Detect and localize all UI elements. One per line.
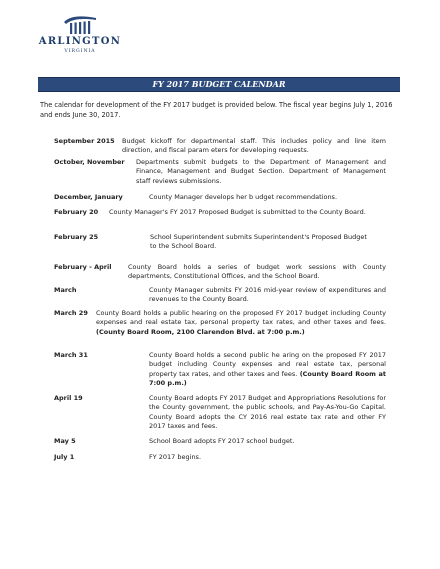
logo-subtitle: VIRGINIA <box>64 49 96 54</box>
entry-date: September 2015 <box>54 137 115 145</box>
entry-date: February 25 <box>54 233 99 241</box>
arlington-logo <box>38 14 122 64</box>
entry-text: Departments submit budgets to the Department of Management and Finance, Management and Budget Section. Department of Management staff reviews submissions. <box>136 158 386 185</box>
entry-text: School Board adopts FY 2017 school budget. <box>149 437 295 445</box>
entry-text: Budget kickoff for departmental staff. This includes policy and line item direction, and fiscal param eters for developing requests. <box>122 137 386 155</box>
entry-text: County Board holds a second public he aring on the proposed FY 2017 budget including County expenses and real estate tax, personal property tax rates, and other taxes and fees. (County Board Room at 7:00 p.m.) <box>149 351 386 388</box>
entry-location: (County Board Room, 2100 Clarendon Blvd. at 7:00 p.m.) <box>96 327 305 336</box>
entry-date: February 20 <box>54 208 99 216</box>
entry-date: March 29 <box>54 309 88 317</box>
entry-date: July 1 <box>54 453 75 461</box>
intro-paragraph: The calendar for development of the FY 2017 budget is provided below. The fiscal year begins July 1, 2016 and ends June 30, 2017. <box>40 101 393 119</box>
logo-name: ARLINGTON <box>38 36 122 47</box>
entry-date: May 5 <box>54 437 76 445</box>
entry-text: County Manager submits FY 2016 mid-year review of expenditures and revenues to the County Board. <box>149 286 386 304</box>
arlington-house-icon <box>62 14 98 36</box>
entry-text: School Superintendent submits Superintendent's Proposed Budget to the School Board. <box>150 233 367 251</box>
entry-text: FY 2017 begins. <box>149 453 202 461</box>
entry-text: County Manager develops her b udget recommendations. <box>149 193 338 201</box>
entry-date: December, January <box>54 193 123 201</box>
document-title: FY 2017 BUDGET CALENDAR <box>152 79 286 89</box>
entry-text: County Board adopts FY 2017 Budget and Appropriations Resolutions for the County government, the public schools, and Pay-As-You-Go Capital. County Board adopts the CY 2016 real estate tax rate and other FY 2017 taxes and fees. <box>149 394 386 431</box>
entry-text: County Manager's FY 2017 Proposed Budget is submitted to the County Board. <box>109 208 366 216</box>
entry-date: February - April <box>54 263 112 271</box>
entry-date: March <box>54 286 77 294</box>
entry-text: County Board holds a series of budget work sessions with County departments, Constitutional Offices, and the School Board. <box>128 263 386 281</box>
entry-date: October, November <box>54 158 125 166</box>
entry-date: March 31 <box>54 351 88 359</box>
entry-date: April 19 <box>54 394 83 402</box>
title-banner <box>38 77 400 92</box>
entry-text: County Board holds a public hearing on the proposed FY 2017 budget including County expenses and real estate tax, personal property tax rates, and other taxes and fees. (County Board Room, 2100 Clarendon Blvd. at 7:00 p.m.) <box>96 309 386 336</box>
entry-location: (County Board Room at 7:00 p.m.) <box>149 369 386 388</box>
